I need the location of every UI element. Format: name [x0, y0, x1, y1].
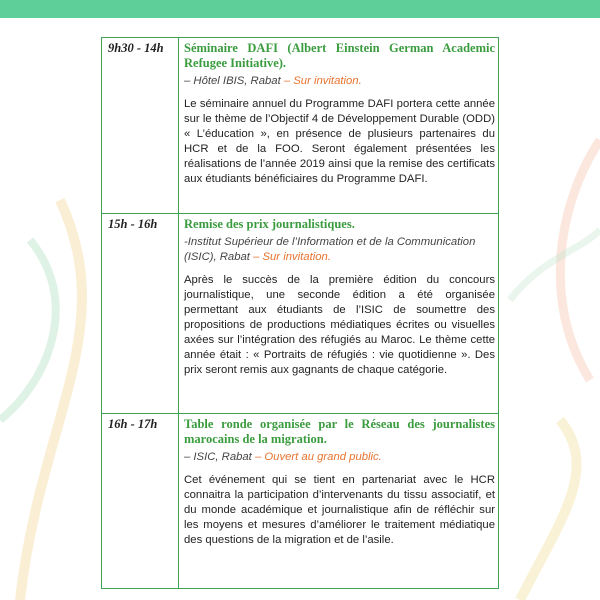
event-description: Cet événement qui se tient en partenariat avec le HCR connaitra la participation d’intervenants du tissu associatif, et du monde académique et journalistique afin de réfléchir sur les moyens et mesures d’améliorer le traitement médiatique des questions de la migration et de l’asile. [184, 474, 495, 546]
deco-stroke [510, 230, 600, 300]
table-row [102, 38, 499, 214]
event-location: -Institut Supérieur de l’Information et de la Communication (ISIC), Rabat [184, 236, 476, 263]
event-content [179, 414, 499, 589]
event-location: – Hôtel IBIS, Rabat [184, 75, 281, 87]
event-location-line [184, 450, 495, 465]
event-access: – Sur invitation. [283, 75, 362, 87]
table-row [102, 214, 499, 414]
event-content [179, 214, 499, 414]
deco-stroke [20, 200, 82, 600]
deco-stroke [0, 240, 56, 420]
event-access: – Sur invitation. [253, 251, 331, 263]
event-location-line [184, 235, 495, 265]
event-location-line [184, 74, 495, 89]
event-description: Après le succès de la première édition du concours journalistique, une seconde édition a été organisée permettant aux étudiants de l’ISIC de soumettre des propositions de productions médiatiques écrites ou visuelles axées sur l’intégration des réfugiés au Maroc. Le thème cette année était : « Portraits de réfugiés : vie quotidienne ». Des prix seront remis aux gagnants de chaque catégorie. [184, 274, 495, 376]
event-content [179, 38, 499, 214]
event-location: – ISIC, Rabat [184, 451, 252, 463]
deco-stroke [520, 420, 577, 600]
event-time: 16h - 17h [102, 414, 179, 589]
deco-stroke [560, 140, 600, 380]
events-table [101, 37, 499, 589]
event-access: – Ouvert au grand public. [254, 451, 382, 463]
table-row [102, 414, 499, 589]
event-title: Remise des prix journalistiques. [184, 217, 355, 231]
event-time: 9h30 - 14h [102, 38, 179, 214]
event-title: Table ronde organisée par le Réseau des journalistes marocains de la migration. [184, 417, 495, 446]
event-time: 15h - 16h [102, 214, 179, 414]
event-title: Séminaire DAFI (Albert Einstein German Academic Refugee Initiative). [184, 41, 495, 70]
event-description: Le séminaire annuel du Programme DAFI portera cette année sur le thème de l’Objectif 4 de Développement Durable (ODD) « L’éducation », en présence de plusieurs partenaires du HCR et de la FOO. Seront également présentées les réalisations de l’année 2019 ainsi que la remise des certificats aux étudiants bénéficiaires du Programme DAFI. [184, 98, 495, 185]
